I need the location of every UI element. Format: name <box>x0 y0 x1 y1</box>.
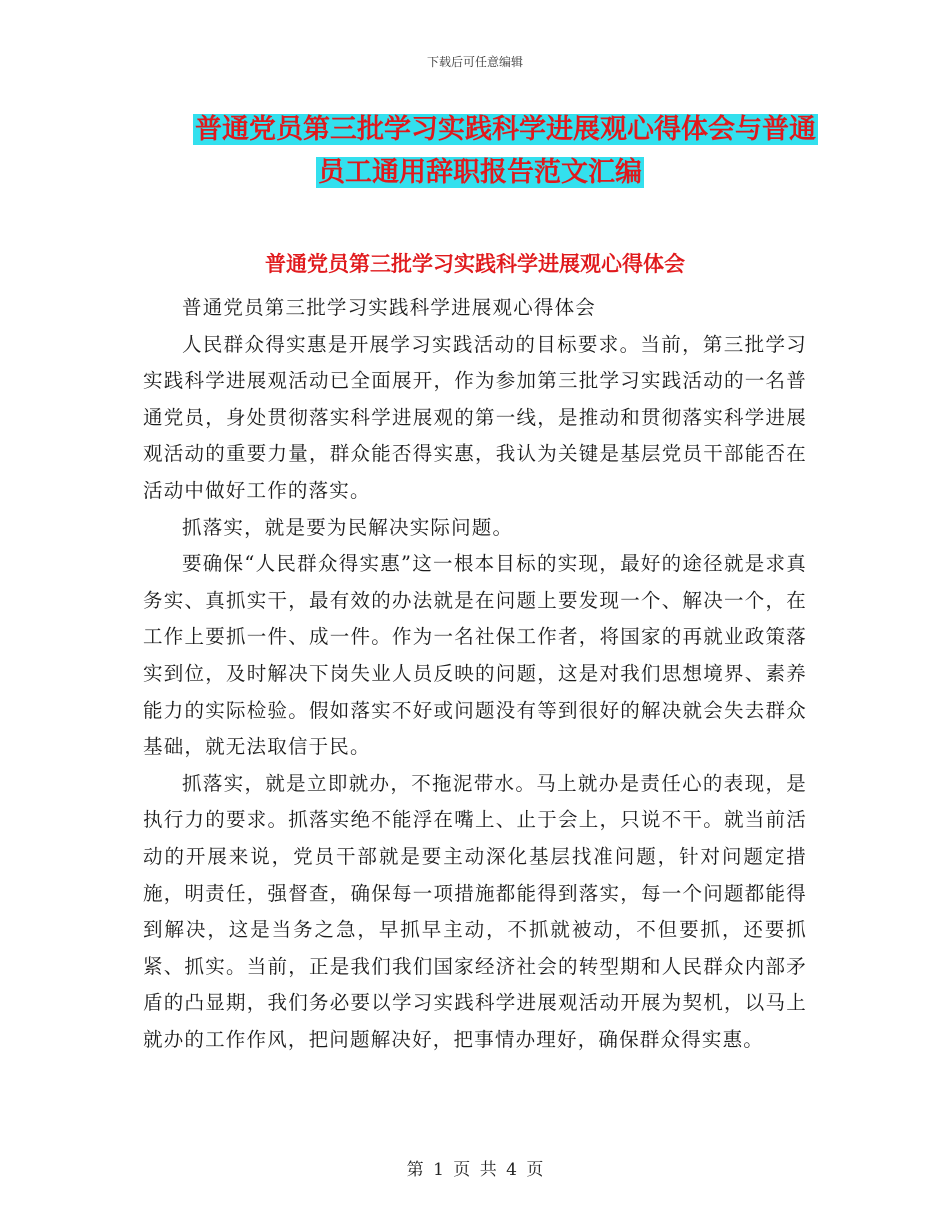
section-title: 普通党员第三批学习实践科学进展观心得体会 <box>265 252 685 276</box>
title-highlight-1: 普通党员第三批学习实践科学进展观心得体会与普通 <box>195 114 816 145</box>
paragraph: 普通党员第三批学习实践科学进展观心得体会 <box>182 296 597 319</box>
title-highlight-2: 员工通用辞职报告范文汇编 <box>318 157 642 188</box>
page-footer: 第 1 页 共 4 页 <box>406 1160 544 1180</box>
body-text <box>143 290 807 1058</box>
paragraph: 抓落实，就是要为民解决实际问题。 <box>182 515 514 539</box>
paragraph: 抓落实，就是立即就办，不拖泥带水。马上就办是责任心的表现，是执行力的要求。抓落实绝不能浮在嘴上、止于会上，只说不干。就当前活动的开展来说，党员干部就是要主动深化基层找准问题，针对问题定措施，明责任，强督查，确保每一项措施都能得到落实，每一个问题都能得到解决，这是当务之急，早抓早主动，不抓就被动，不但要抓，还要抓紧、抓实。当前，正是我们我们国家经济社会的转型期和人民群众内部矛盾的凸显期，我们务必要以学习实践科学进展观活动开展为契机，以马上就办的工作作风，把问题解决好，把事情办理好，确保群众得实惠。 <box>143 771 807 1051</box>
page-header-note: 下载后可任意编辑 <box>426 55 523 69</box>
paragraph: 要确保“人民群众得实惠”这一根本目标的实现，最好的途径就是求真务实、真抓实干，最有效的办法就是在问题上要发现一个、解决一个，在工作上要抓一件、成一件。作为一名社保工作者，将国家的再就业政策落实到位，及时解决下岗失业人员反映的问题，这是对我们思想境界、素养能力的实际检验。假如落实不好或问题没有等到很好的解决就会失去群众基础，就无法取信于民。 <box>143 552 807 759</box>
paragraph: 人民群众得实惠是开展学习实践活动的目标要求。当前，第三批学习实践科学进展观活动已全面展开，作为参加第三批学习实践活动的一名普通党员，身处贯彻落实科学进展观的第一线，是推动和贯彻落实科学进展观活动的重要力量，群众能否得实惠，我认为关键是基层党员干部能否在活动中做好工作的落实。 <box>143 332 807 502</box>
